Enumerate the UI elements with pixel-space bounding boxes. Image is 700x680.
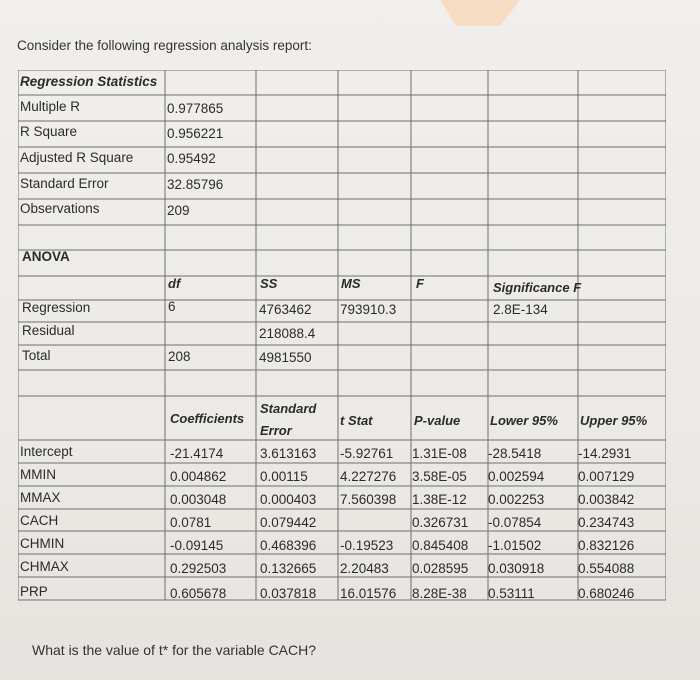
anova-header-significance-f: Significance F [493, 280, 582, 295]
coef-row-label: CACH [20, 513, 59, 528]
coef-header-lower-95: Lower 95% [490, 413, 558, 428]
stat-value: 0.95492 [167, 151, 216, 166]
anova-title: ANOVA [22, 249, 70, 264]
coef-row-label: MMAX [20, 490, 61, 505]
coef-p-value: 3.58E-05 [412, 469, 467, 484]
coef-p-value: 8.28E-38 [412, 586, 467, 601]
coef-lower-95: 0.53111 [488, 586, 535, 601]
coef-t-stat: -5.92761 [340, 446, 394, 461]
coef-value: 0.003048 [170, 492, 227, 507]
anova-header-f: F [416, 276, 424, 291]
coef-upper-95: 0.003842 [578, 492, 635, 507]
stat-value: 209 [167, 203, 190, 218]
coef-header-p-value: P-value [414, 413, 461, 428]
coef-t-stat: 4.227276 [340, 469, 397, 484]
coef-value: -21.4174 [170, 446, 224, 461]
coef-value: 0.0781 [170, 515, 212, 530]
anova-row-label: Total [22, 348, 51, 363]
coef-lower-95: -28.5418 [488, 446, 542, 461]
anova-significance-f: 2.8E-134 [493, 302, 548, 317]
coef-p-value: 0.845408 [412, 538, 469, 553]
coef-t-stat: -0.19523 [340, 538, 394, 553]
question-text: What is the value of t* for the variable CACH? [32, 642, 317, 658]
coef-upper-95: 0.007129 [578, 469, 635, 484]
stat-label: R Square [20, 124, 78, 139]
coef-upper-95: 0.680246 [578, 586, 635, 601]
coef-lower-95: -1.01502 [488, 538, 542, 553]
stat-label: Adjusted R Square [20, 150, 134, 165]
coef-header-standard: Standard [260, 401, 317, 416]
anova-df: 208 [168, 349, 191, 364]
coef-t-stat: 16.01576 [340, 586, 397, 601]
coef-row-label: PRP [20, 584, 48, 599]
anova-ss: 218088.4 [259, 326, 316, 341]
coef-p-value: 0.326731 [412, 515, 469, 530]
question-intro: Consider the following regression analysis report: [17, 38, 312, 53]
coef-row-label: MMIN [20, 467, 56, 482]
coef-lower-95: 0.002253 [488, 492, 545, 507]
coef-std-error: 0.00115 [260, 469, 308, 484]
coef-upper-95: 0.554088 [578, 561, 635, 576]
anova-header-ss: SS [260, 276, 278, 291]
stat-value: 0.956221 [167, 126, 224, 141]
coef-header-t-stat: t Stat [340, 413, 373, 428]
coef-value: 0.605678 [170, 586, 227, 601]
anova-row-label: Regression [22, 300, 91, 315]
coef-lower-95: 0.002594 [488, 469, 545, 484]
stat-value: 32.85796 [167, 177, 224, 192]
coef-value: 0.292503 [170, 561, 227, 576]
anova-ss: 4981550 [259, 350, 312, 365]
stat-label: Multiple R [20, 99, 81, 114]
coef-t-stat: 7.560398 [340, 492, 397, 507]
coef-lower-95: -0.07854 [488, 515, 542, 530]
stat-label: Observations [20, 201, 100, 216]
coef-value: -0.09145 [170, 538, 224, 553]
stat-label: Standard Error [20, 176, 109, 191]
coef-std-error: 0.079442 [260, 515, 317, 530]
anova-df: 6 [168, 299, 176, 314]
coef-std-error: 0.468396 [260, 538, 317, 553]
anova-header-ms: MS [341, 276, 361, 291]
coef-row-label: CHMAX [20, 559, 69, 574]
coef-row-label: Intercept [20, 444, 73, 459]
coef-upper-95: -14.2931 [578, 446, 632, 461]
coef-header-error: Error [260, 423, 292, 438]
coef-std-error: 0.037818 [260, 586, 317, 601]
regression-statistics-title: Regression Statistics [20, 74, 158, 89]
coef-p-value: 1.38E-12 [412, 492, 467, 507]
coef-std-error: 0.000403 [260, 492, 317, 507]
coef-value: 0.004862 [170, 469, 227, 484]
coef-p-value: 1.31E-08 [412, 446, 467, 461]
coef-std-error: 3.613163 [260, 446, 317, 461]
coef-row-label: CHMIN [20, 536, 65, 551]
anova-ss: 4763462 [259, 302, 312, 317]
coef-upper-95: 0.832126 [578, 538, 635, 553]
anova-row-label: Residual [22, 323, 75, 338]
coef-header-upper-95: Upper 95% [580, 413, 648, 428]
coef-header-coefficients: Coefficients [170, 411, 245, 426]
stat-value: 0.977865 [167, 101, 224, 116]
coef-lower-95: 0.030918 [488, 561, 545, 576]
coef-p-value: 0.028595 [412, 561, 469, 576]
coef-t-stat: 2.20483 [340, 561, 389, 576]
coef-std-error: 0.132665 [260, 561, 317, 576]
coef-upper-95: 0.234743 [578, 515, 635, 530]
anova-ms: 793910.3 [340, 302, 397, 317]
anova-header-df: df [168, 276, 181, 291]
